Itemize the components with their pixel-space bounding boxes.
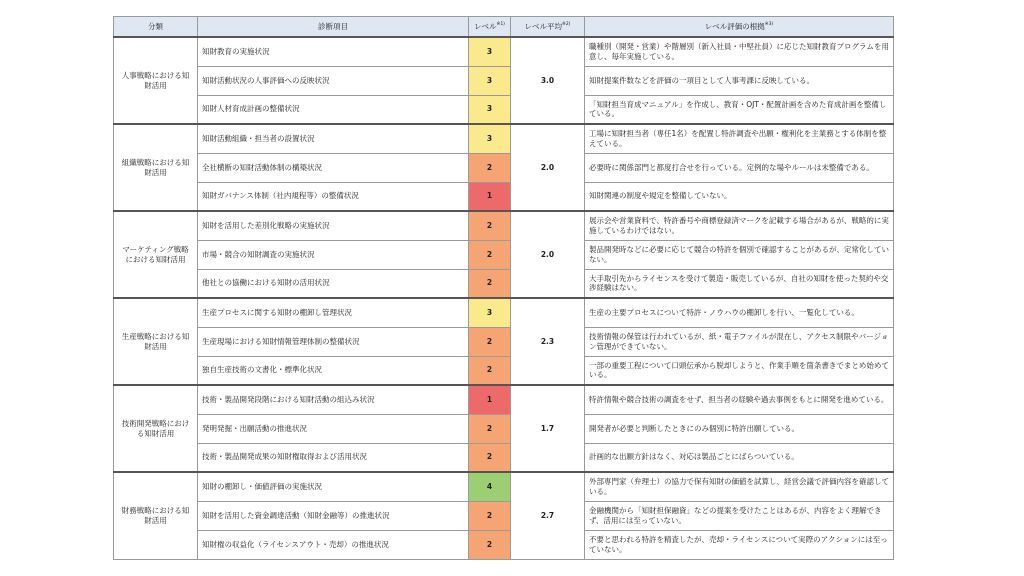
- level-note: ※1): [496, 21, 505, 27]
- table-row: [114, 472, 894, 501]
- basis-cell: 技術情報の保管は行われているが、紙・電子ファイルが混在し、アクセス制限やバージョン管理ができていない。: [585, 327, 894, 356]
- basis-note: ※3): [764, 21, 774, 27]
- diagnosis-item-cell: 市場・競合の知財調査の実施状況: [198, 240, 469, 269]
- header-average: レベル平均$^{※2)}$: [511, 17, 585, 38]
- table-row: [114, 385, 894, 414]
- header-row: [114, 17, 894, 38]
- diagnosis-item-cell: 発明発掘・出願活動の推進状況: [198, 414, 469, 443]
- level-cell: 2: [469, 153, 511, 182]
- level-cell: 1: [469, 385, 511, 414]
- table-row: [114, 501, 894, 530]
- level-cell: 2: [469, 269, 511, 298]
- diagnosis-item-cell: 技術・製品開発成果の知財権取得および活用状況: [198, 443, 469, 472]
- basis-cell: 特許情報や競合技術の調査をせず、担当者の経験や過去事例をもとに開発を進めている。: [585, 385, 894, 414]
- diagnosis-item-cell: 独自生産技術の文書化・標準化状況: [198, 356, 469, 385]
- basis-cell: 製品開発時などに必要に応じて競合の特許を個別で確認することがあるが、定常化していない。: [585, 240, 894, 269]
- level-cell: 4: [469, 472, 511, 501]
- table-row: [114, 153, 894, 182]
- level-cell: 2: [469, 501, 511, 530]
- level-cell: 2: [469, 356, 511, 385]
- level-cell: 2: [469, 414, 511, 443]
- basis-cell: 必要時に関係部門と都度打合せを行っている。定例的な場やルールは未整備である。: [585, 153, 894, 182]
- diagnosis-item-cell: 全社横断の知財活動体制の構築状況: [198, 153, 469, 182]
- diagnosis-item-cell: 知財を活用した差別化戦略の実施状況: [198, 211, 469, 240]
- diagnosis-item-cell: 知財権の収益化（ライセンスアウト・売却）の推進状況: [198, 530, 469, 559]
- level-cell: 1: [469, 182, 511, 211]
- basis-cell: 「知財担当育成マニュアル」を作成し、教育・OJT・配置計画を含めた育成計画を整備している。: [585, 95, 894, 124]
- level-cell: 2: [469, 530, 511, 559]
- table-row: [114, 356, 894, 385]
- table-row: [114, 211, 894, 240]
- level-cell: 3: [469, 37, 511, 66]
- diagnosis-item-cell: 知財教育の実施状況: [198, 37, 469, 66]
- table-row: [114, 298, 894, 327]
- level-cell: 2: [469, 327, 511, 356]
- level-average-cell: 2.7: [511, 472, 585, 559]
- level-cell: 3: [469, 124, 511, 153]
- category-cell: 生産戦略における知財活用: [114, 298, 198, 385]
- basis-cell: 大手取引先からライセンスを受けて製造・販売しているが、自社の知財を使った契約や交渉経験はない。: [585, 269, 894, 298]
- level-average-cell: 1.7: [511, 385, 585, 472]
- basis-cell: 計画的な出願方針はなく、対応は製品ごとにばらついている。: [585, 443, 894, 472]
- level-average-cell: 2.3: [511, 298, 585, 385]
- table-row: [114, 240, 894, 269]
- diagnosis-item-cell: 知財ガバナンス体制（社内規程等）の整備状況: [198, 182, 469, 211]
- diagnosis-item-cell: 知財を活用した資金調達活動（知財金融等）の推進状況: [198, 501, 469, 530]
- basis-cell: 生産の主要プロセスについて特許・ノウハウの棚卸しを行い、一覧化している。: [585, 298, 894, 327]
- basis-cell: 工場に知財担当者（専任1名）を配置し特許調査や出願・権利化を主業務とする体制を整えている。: [585, 124, 894, 153]
- diagnosis-item-cell: 知財人材育成計画の整備状況: [198, 95, 469, 124]
- category-cell: マーケティング戦略における知財活用: [114, 211, 198, 298]
- table-row: [114, 414, 894, 443]
- table-row: [114, 443, 894, 472]
- diagnosis-item-cell: 知財活動状況の人事評価への反映状況: [198, 66, 469, 95]
- category-cell: 組織戦略における知財活用: [114, 124, 198, 211]
- basis-cell: 開発者が必要と判断したときにのみ個別に特許出願している。: [585, 414, 894, 443]
- level-cell: 2: [469, 443, 511, 472]
- table-row: [114, 37, 894, 66]
- level-cell: 3: [469, 95, 511, 124]
- level-cell: 3: [469, 298, 511, 327]
- table-row: [114, 66, 894, 95]
- basis-cell: 展示会や営業資料で、特許番号や商標登録済マークを記載する場合があるが、戦略的に実施しているわけではない。: [585, 211, 894, 240]
- basis-cell: 知財関連の制度や規定を整備していない。: [585, 182, 894, 211]
- header-basis: レベル評価の根拠$^{※3)}$: [585, 17, 894, 38]
- table-row: [114, 269, 894, 298]
- table-row: [114, 124, 894, 153]
- category-cell: 技術開発戦略における知財活用: [114, 385, 198, 472]
- diagnosis-item-cell: 生産プロセスに関する知財の棚卸し管理状況: [198, 298, 469, 327]
- table-row: [114, 182, 894, 211]
- header-level: レベル$^{※1)}$: [469, 17, 511, 38]
- header-category: 分類: [114, 17, 198, 38]
- diagnosis-item-cell: 知財活動組織・担当者の設置状況: [198, 124, 469, 153]
- basis-cell: 職種別（開発・営業）や階層別（新入社員・中堅社員）に応じた知財教育プログラムを用意し、毎年実施している。: [585, 37, 894, 66]
- level-average-cell: 3.0: [511, 37, 585, 124]
- basis-cell: 外部専門家（弁理士）の協力で保有知財の価値を試算し、経営会議で評価内容を確認している。: [585, 472, 894, 501]
- header-item: 診断項目: [198, 17, 469, 38]
- basis-cell: 不要と思われる特許を精査したが、売却・ライセンスについて実際のアクションには至っていない。: [585, 530, 894, 559]
- table-row: [114, 95, 894, 124]
- level-cell: 3: [469, 66, 511, 95]
- level-cell: 2: [469, 211, 511, 240]
- diagnosis-table: [113, 16, 894, 560]
- basis-cell: 一部の重要工程について口頭伝承から脱却しようと、作業手順を箇条書きでまとめ始めている。: [585, 356, 894, 385]
- table-row: [114, 530, 894, 559]
- category-cell: 人事戦略における知財活用: [114, 37, 198, 124]
- diagnosis-item-cell: 他社との協働における知財の活用状況: [198, 269, 469, 298]
- diagnosis-item-cell: 知財の棚卸し・価値評価の実施状況: [198, 472, 469, 501]
- level-average-cell: 2.0: [511, 124, 585, 211]
- basis-cell: 知財提案件数などを評価の一項目として人事考課に反映している。: [585, 66, 894, 95]
- level-cell: 2: [469, 240, 511, 269]
- level-average-cell: 2.0: [511, 211, 585, 298]
- table-row: [114, 327, 894, 356]
- diagnosis-item-cell: 生産現場における知財情報管理体制の整備状況: [198, 327, 469, 356]
- diagnosis-item-cell: 技術・製品開発段階における知財活動の組込み状況: [198, 385, 469, 414]
- basis-cell: 金融機関から「知財担保融資」などの提案を受けたことはあるが、内容をよく理解できず、活用には至っていない。: [585, 501, 894, 530]
- average-note: ※2): [562, 21, 571, 27]
- category-cell: 財務戦略における知財活用: [114, 472, 198, 559]
